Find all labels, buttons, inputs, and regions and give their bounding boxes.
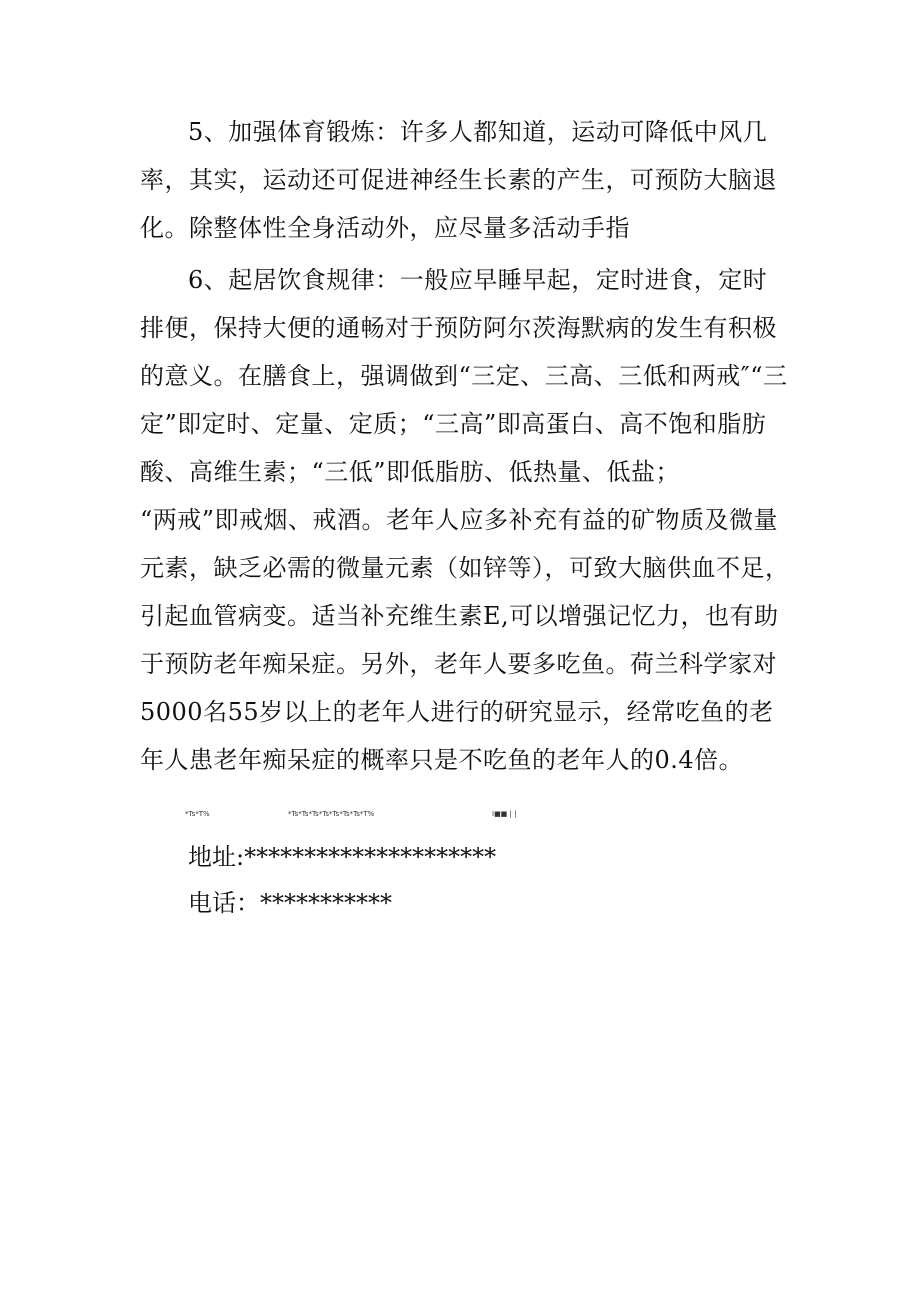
paragraph-diet-routine: 6、起居饮食规律：一般应早睡早起，定时进食，定时排便，保持大便的通畅对于预防阿尔茨海默病的发生有积极的意义。在膳食上，强调做到“三定、三高、三低和两戒″“三定”即定时、定量、定质；“三高”即高蛋白、高不饱和脂肪酸、高维生素；“三低”即低脂肪、低热量、低盐； xyxy=(140,266,788,486)
garbled-footer-row xyxy=(185,808,585,820)
garbled-mark-2: *Ts*Ts*Ts*Ts*Ts*Ts*Ts*T% xyxy=(288,810,375,818)
contact-phone: 电话：*********** xyxy=(188,889,392,917)
paragraph-exercise: 5、加强体育锻炼：许多人都知道，运动可降低中风几率，其实，运动还可促进神经生长素的产生，可预防大脑退化。除整体性全身活动外，应尽量多活动手指 xyxy=(140,118,777,242)
paragraph-nutrition: “两戒”即戒烟、戒酒。老年人应多补充有益的矿物质及微量元素，缺乏必需的微量元素（如锌等），可致大脑供血不足，引起血管病变。适当补充维生素E,可以增强记忆力，也有助于预防老年痴呆症。另外，老年人要多吃鱼。荷兰科学家对5000名55岁以上的老年人进行的研究显示，经常吃鱼的老年人患老年痴呆症的概率只是不吃鱼的老年人的0.4倍。 xyxy=(140,506,790,774)
garbled-mark-3: I■■ | | xyxy=(492,810,517,818)
contact-address: 地址:********************* xyxy=(188,843,497,871)
garbled-mark-1: *Ts*T% xyxy=(185,810,210,818)
